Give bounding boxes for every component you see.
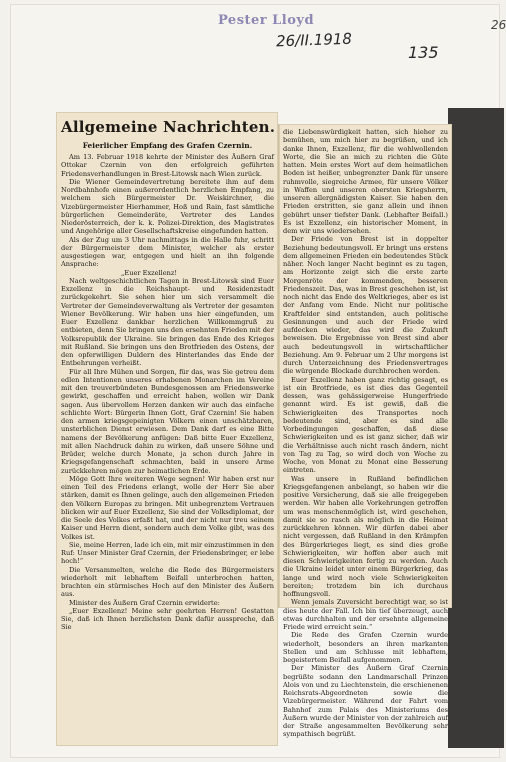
article-paragraph: „Euer Exzellenz! Meine sehr geehrten Herren! Gestatten Sie, daß ich Ihnen herzlichsten Dank dafür ausspreche, daß Sie [61, 606, 274, 632]
article-paragraph: die Liebenswürdigkeit hatten, sich hieher zu bemühen, um mich hier zu begrüßen, und ich danke Ihnen, Exzellenz, für die wohlwollenden Worte, die Sie an mich zu richten die Güte hatten. Mein erstes Wort auf dem heimatlichen Boden ist heißer, unbegrenzter Dank für unsere ruhmvolle, siegreiche Armee, für unsere Völker in Waffen und unseren obersten Kriegsherrn, unseren allergnädigsten Kaiser. Sie haben den Frieden erstritten, sie ganz allein und ihnen gebührt unser tiefster Dank. (Lebhafter Beifall.) Es ist Exzellenz, ein historischer Moment, in dem wir uns wiedersehen. [283, 128, 448, 235]
article-paragraph: Die Wiener Gemeindevertretung bereitete ihm auf dem Nordbahnhofe einen außerordentlich herzlichen Empfang, zu welchem sich Bürgermeister Dr. Weiskirchner, die Vizebürgermeister Hierhammer, Hoß und Rain, fast sämtliche bürgerlichen Gemeinderäte, Vertreter des Landes Niederösterreich, der k. k. Polizei-Direktion, des Magistrates und Angehörige aller Gesellschaftskreise eingefunden hatten. [61, 177, 274, 236]
article-paragraph: Wenn jemals Zuversicht berechtigt war, so ist dies heute der Fall. Ich bin tief überzeugt, auch etwas durchhalten und der ersehnte allgemeine Friede wird erreicht sein.“ [283, 598, 448, 631]
clipping-right-column [278, 124, 452, 739]
article-paragraph: Die Versammelten, welche die Rede des Bürgermeisters wiederholt mit lebhaftem Beifall unterbrochen hatten, brachten ein stürmisches Hoch auf den Minister des Äußern aus. [61, 565, 274, 599]
article-paragraph: Minister des Äußern Graf Czernin erwiderte: [69, 598, 220, 607]
newspaper-stamp: Pester Lloyd [218, 13, 315, 28]
article-paragraph: Was unsere in Rußland befindlichen Kriegsgefangenen anbelangt, so haben wir die positive Versicherung, daß sie alle freigegeben werden. Wir haben alle Vorkehrungen getroffen um was menschenmöglich ist, wird geschehen, damit sie so rasch als möglich in die Heimat zurückkehren können. Wir dürfen dabei aber nicht vergessen, daß Rußland in den Krämpfen des Bürgerkrieges liegt, es sind dies große Schwierigkeiten, wir hoffen aber auch mit diesen Schwierigkeiten fertig zu werden. Auch die Ukraine leidet unter einem Bürgerkrieg, das lange und wird noch viele Schwierigkeiten bereiten; trotzdem bin ich durchaus hoffnungsvoll. [283, 474, 448, 598]
article-paragraph: Am 13. Februar 1918 kehrte der Minister des Äußern Graf Ottokar Czernin von den erfolgreich geführten Friedensverhandlungen in Brest-Litowsk nach Wien zurück. [61, 153, 274, 178]
article-headline: Allgemeine Nachrichten. [61, 118, 276, 136]
article-subheadline: Feierlicher Empfang des Grafen Czernin. [82, 141, 253, 150]
handwritten-corner-number: 26 [491, 18, 506, 32]
article-paragraph: Die Rede des Grafen Czernin wurde wiederholt, besonders an ihren markanten Stellen und am Schlusse mit lebhaftem, begeistertem Beifall aufgenommen. [283, 631, 448, 664]
article-paragraph: Der Minister des Äußern Graf Czernin begrüßte sodann den Landmarschall Prinzen Alois von und zu Liechtenstein, die erschienenen Reichsrats-Abgeordneten sowie die Vizebürgermeister. Während der Fahrt vom Bahnhof zum Palais des Ministeriums des Äußern wurde der Minister von der zahlreich auf der Straße angesammelten Bevölkerung sehr sympathisch begrüßt. [283, 664, 448, 739]
clipping-left-column [56, 112, 278, 746]
article-paragraph: Euer Exzellenz haben ganz richtig gesagt, es ist ein Brotfriede, es ist dies das Gegenteil dessen, was gehässigerweise Hungerfriede genannt wird. Es ist gewiß, daß die Schwierigkeiten des Transportes noch bedeutende sind, aber es sind alle Vorbedingungen geschaffen, daß diese Schwierigkeiten und es ist ganz sicher, daß wir die Verhältnisse auch nicht rasch ändern, nicht von Tag zu Tag, so wird doch von Woche zu Woche, von Monat zu Monat eine Besserung eintreten. [283, 375, 448, 475]
handwritten-number: 135 [408, 43, 439, 62]
article-paragraph: Als der Zug um 3 Uhr nachmittags in die Halle fuhr, schritt der Bürgermeister dem Minister, welcher als erster ausgestiegen war, entgegen und hielt an ihn folgende Ansprache: [61, 235, 274, 269]
article-paragraph: Sie, meine Herren, lade ich ein, mit mir einzustimmen in den Ruf: Unser Minister Graf Czernin, der Friedensbringer, er lebe hoch!“ [61, 540, 274, 566]
handwritten-date: 26/II.1918 [275, 29, 353, 51]
article-paragraph: „Euer Exzellenz! [121, 268, 178, 277]
article-paragraph: Möge Gott Ihre weiteren Wege segnen! Wir haben erst nur einen Teil des Friedens erlangt, wolle der Herr Sie aber stärken, damit es Ihnen gelinge, auch den allgemeinen Frieden den Völkern Europas zu bringen. Mit unbegrenztem Vertrauen blicken wir auf Euer Exzellenz, Sie sind der Volksdiplomat, der die Seele des Volkes erfaßt hat, und der nicht nur treu seinem Kaiser und Herrn dient, sondern auch dem Volke gibt, was des Volkes ist. [61, 474, 274, 541]
article-paragraph: Für all Ihre Mühen und Sorgen, für das, was Sie getreu dem edlen Intentionen unseres erhabenen Monarchen im Vereine mit den treuverbündeten Bundesgenossen am Friedenswerke gewirkt, geschaffen und erreicht haben, wollen wir Dank sagen. Aus übervollem Herzen danken wir auch das einfache schlichte Wort: Bürgerin Ihnen Gott, Graf Czernin! Sie haben den armen kriegsgepeinigten Völkern einen unschätzbaren, unsterblichen Dienst erwiesen. Dem Dank darf es eine Bitte namens der Bevölkerung anfügen: Daß bitte Euer Exzellenz, mit allen Nachdruck dahin zu wirken, daß unsere Söhne und Brüder, welche durch Monate, ja schon durch Jahre in Kriegsgefangenschaft schmachten, bald in unsere Arme zurückkehren mögen zur heimatlichen Erde. [61, 367, 274, 475]
article-paragraph: Der Friede von Brest ist in doppelter Beziehung bedeutungsvoll. Er bringt uns erstens dem allgemeinen Frieden ein bedeutendes Stück näher. Noch langer Nacht beginnt es zu tagen, am Horizonte zeigt sich die erste zarte Morgenröte der kommenden, besseren Friedenszeit. Das, was in Brest geschehen ist, ist noch nicht das Ende des Weltkrieges, aber es ist der Anfang vom Ende. Nicht nur politische Kraftfelder sind entstanden, auch politische Gesinnungen und auch der Friede wird aufdecken wieder, das wird die Zukunft beweisen. Die Ergebnisse von Brest sind aber auch bedeutungsvoll in wirtschaftlicher Beziehung. Am 9. Februar um 2 Uhr morgens ist durch Unterzeichnung des Friedensvertrages die würgende Blockade durchbrochen worden. [283, 235, 448, 376]
background-edge [448, 108, 504, 748]
article-paragraph: Nach weltgeschichtlichen Tagen in Brest-Litowsk sind Euer Exzellenz in die Reichshaupt- und Residenzstadt zurückgekehrt. Sie sehen hier um sich versammelt die Vertreter der Gemeindeverwaltung als Vertreter der gesamten Wiener Bevölkerung. Wir haben uns hier eingefunden, um Euer Exzellenz dankbar herzlichen Willkommgruß zu entbieten, denn Sie bringen uns den ersehnten Frieden mit der Volksrepublik der Ukraine. Sie bringen das Ende des Krieges mit Rußland. Sie bringen uns den Brotfrieden des Ostens, der den opferwilligen Duldern des Hinterlandes das Ende der Entbehrungen verheißt. [61, 276, 274, 368]
